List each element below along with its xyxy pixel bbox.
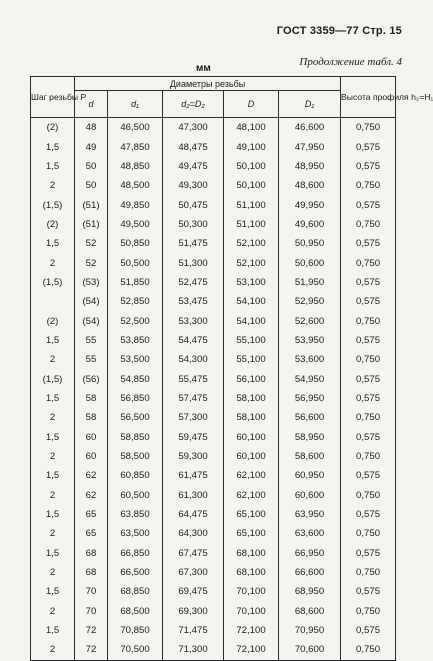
cell-pitch: (1,5) (31, 195, 75, 214)
cell-pitch: 1,5 (31, 234, 75, 253)
cell-d2: 49,300 (163, 176, 224, 195)
cell-D1: 52,600 (279, 311, 341, 330)
cell-d1: 63,850 (108, 505, 163, 524)
cell-d1: 48,850 (108, 157, 163, 176)
cell-D1: 66,950 (279, 544, 341, 563)
cell-profile-height: 0,750 (341, 253, 396, 272)
cell-pitch: (2) (31, 215, 75, 234)
cell-d1: 63,500 (108, 524, 163, 543)
cell-d2: 47,300 (163, 118, 224, 138)
column-header-d: d (75, 91, 108, 118)
table-row (31, 544, 396, 563)
cell-pitch: 2 (31, 408, 75, 427)
table-row (31, 505, 396, 524)
cell-d: 52 (75, 253, 108, 272)
cell-d: 62 (75, 486, 108, 505)
column-group-diameters: Диаметры резьбы (75, 77, 341, 91)
cell-pitch: 1,5 (31, 505, 75, 524)
cell-pitch: 1,5 (31, 544, 75, 563)
cell-D1: 50,600 (279, 253, 341, 272)
table-row (31, 350, 396, 369)
cell-D: 60,100 (224, 447, 279, 466)
cell-D: 55,100 (224, 331, 279, 350)
cell-D: 72,100 (224, 640, 279, 660)
cell-profile-height: 0,750 (341, 118, 396, 138)
column-header-d2: d₂=D₂ (163, 91, 224, 118)
cell-d2: 69,475 (163, 582, 224, 601)
cell-d2: 67,300 (163, 563, 224, 582)
table-row (31, 524, 396, 543)
cell-profile-height: 0,575 (341, 428, 396, 447)
cell-profile-height: 0,750 (341, 311, 396, 330)
cell-profile-height: 0,575 (341, 157, 396, 176)
cell-d: 70 (75, 602, 108, 621)
cell-d: 60 (75, 447, 108, 466)
cell-pitch: 1,5 (31, 466, 75, 485)
cell-D: 68,100 (224, 563, 279, 582)
cell-D: 72,100 (224, 621, 279, 640)
cell-pitch: 2 (31, 447, 75, 466)
cell-D1: 46,600 (279, 118, 341, 138)
cell-d2: 71,475 (163, 621, 224, 640)
cell-D1: 58,950 (279, 428, 341, 447)
cell-d: 72 (75, 621, 108, 640)
cell-profile-height: 0,575 (341, 544, 396, 563)
table-row (31, 602, 396, 621)
cell-d: 72 (75, 640, 108, 660)
column-header-D1: D₁ (279, 91, 341, 118)
cell-d2: 51,475 (163, 234, 224, 253)
table-row (31, 195, 396, 214)
cell-d2: 67,475 (163, 544, 224, 563)
table-row (31, 157, 396, 176)
table-row (31, 292, 396, 311)
cell-d2: 50,300 (163, 215, 224, 234)
cell-profile-height: 0,575 (341, 273, 396, 292)
cell-d: 62 (75, 466, 108, 485)
cell-profile-height: 0,750 (341, 447, 396, 466)
cell-profile-height: 0,575 (341, 137, 396, 156)
cell-d: 60 (75, 428, 108, 447)
cell-D: 56,100 (224, 369, 279, 388)
cell-D: 62,100 (224, 486, 279, 505)
cell-d: 58 (75, 408, 108, 427)
table-row (31, 331, 396, 350)
cell-D: 51,100 (224, 215, 279, 234)
cell-D1: 56,600 (279, 408, 341, 427)
cell-d: 55 (75, 331, 108, 350)
cell-pitch: (1,5) (31, 369, 75, 388)
cell-D: 48,100 (224, 118, 279, 138)
cell-pitch: 2 (31, 350, 75, 369)
cell-d1: 49,850 (108, 195, 163, 214)
page-header: ГОСТ 3359—77 Стр. 15 (276, 25, 402, 37)
table-row (31, 563, 396, 582)
cell-d2: 53,300 (163, 311, 224, 330)
cell-profile-height: 0,750 (341, 486, 396, 505)
cell-profile-height: 0,750 (341, 176, 396, 195)
cell-d2: 55,475 (163, 369, 224, 388)
cell-d2: 64,475 (163, 505, 224, 524)
table-row (31, 389, 396, 408)
cell-d: 50 (75, 176, 108, 195)
cell-d1: 66,500 (108, 563, 163, 582)
cell-pitch: 1,5 (31, 157, 75, 176)
cell-profile-height: 0,750 (341, 640, 396, 660)
cell-profile-height: 0,575 (341, 389, 396, 408)
cell-D1: 68,600 (279, 602, 341, 621)
cell-d1: 58,850 (108, 428, 163, 447)
table-row (31, 273, 396, 292)
cell-D: 60,100 (224, 428, 279, 447)
table-row (31, 137, 396, 156)
cell-D: 65,100 (224, 505, 279, 524)
cell-d: 55 (75, 350, 108, 369)
cell-pitch: 2 (31, 602, 75, 621)
cell-pitch: 2 (31, 176, 75, 195)
cell-D1: 53,950 (279, 331, 341, 350)
table-row (31, 234, 396, 253)
cell-pitch: 1,5 (31, 389, 75, 408)
cell-D1: 53,600 (279, 350, 341, 369)
cell-profile-height: 0,575 (341, 234, 396, 253)
cell-D1: 51,950 (279, 273, 341, 292)
cell-d1: 66,850 (108, 544, 163, 563)
cell-D: 62,100 (224, 466, 279, 485)
cell-D: 52,100 (224, 234, 279, 253)
cell-d2: 71,300 (163, 640, 224, 660)
cell-pitch: 2 (31, 524, 75, 543)
table-row (31, 466, 396, 485)
cell-D: 51,100 (224, 195, 279, 214)
table-continuation-note: Продолжение табл. 4 (299, 56, 402, 68)
cell-d1: 53,850 (108, 331, 163, 350)
column-header-d1: d₁ (108, 91, 163, 118)
table-row (31, 176, 396, 195)
cell-d2: 48,475 (163, 137, 224, 156)
cell-d2: 49,475 (163, 157, 224, 176)
cell-D: 49,100 (224, 137, 279, 156)
thread-dimensions-table (30, 76, 433, 661)
cell-d1: 47,850 (108, 137, 163, 156)
table-row (31, 428, 396, 447)
cell-pitch: 1,5 (31, 331, 75, 350)
cell-pitch: 1,5 (31, 621, 75, 640)
cell-D1: 48,600 (279, 176, 341, 195)
cell-D1: 63,950 (279, 505, 341, 524)
cell-pitch: 1,5 (31, 137, 75, 156)
table-row (31, 408, 396, 427)
cell-d1: 68,500 (108, 602, 163, 621)
cell-D: 53,100 (224, 273, 279, 292)
cell-D1: 50,950 (279, 234, 341, 253)
cell-d2: 57,475 (163, 389, 224, 408)
cell-d1: 53,500 (108, 350, 163, 369)
cell-D1: 70,600 (279, 640, 341, 660)
cell-d2: 64,300 (163, 524, 224, 543)
cell-profile-height: 0,750 (341, 408, 396, 427)
cell-d: 70 (75, 582, 108, 601)
table-header (31, 77, 433, 118)
cell-d2: 52,475 (163, 273, 224, 292)
cell-profile-height: 0,575 (341, 331, 396, 350)
cell-D: 50,100 (224, 157, 279, 176)
cell-profile-height: 0,575 (341, 369, 396, 388)
cell-D1: 48,950 (279, 157, 341, 176)
cell-D: 55,100 (224, 350, 279, 369)
cell-D1: 60,950 (279, 466, 341, 485)
cell-d1: 46,500 (108, 118, 163, 138)
cell-pitch: 1,5 (31, 582, 75, 601)
table-row (31, 118, 396, 138)
cell-D: 58,100 (224, 408, 279, 427)
cell-d1: 49,500 (108, 215, 163, 234)
cell-d2: 53,475 (163, 292, 224, 311)
cell-d2: 54,475 (163, 331, 224, 350)
cell-d1: 52,500 (108, 311, 163, 330)
cell-d2: 57,300 (163, 408, 224, 427)
column-header-pitch: Шаг резьбы P (31, 77, 75, 118)
cell-d2: 61,300 (163, 486, 224, 505)
cell-D: 58,100 (224, 389, 279, 408)
cell-D1: 56,950 (279, 389, 341, 408)
cell-D1: 47,950 (279, 137, 341, 156)
table-body (31, 118, 396, 661)
cell-d: 65 (75, 524, 108, 543)
cell-d2: 50,475 (163, 195, 224, 214)
cell-d: 68 (75, 544, 108, 563)
cell-D1: 58,600 (279, 447, 341, 466)
cell-D1: 63,600 (279, 524, 341, 543)
cell-profile-height: 0,575 (341, 195, 396, 214)
cell-d1: 60,500 (108, 486, 163, 505)
cell-d2: 61,475 (163, 466, 224, 485)
cell-d: (54) (75, 311, 108, 330)
cell-D1: 49,950 (279, 195, 341, 214)
cell-pitch: 2 (31, 563, 75, 582)
cell-d: 50 (75, 157, 108, 176)
cell-D: 52,100 (224, 253, 279, 272)
cell-d1: 50,500 (108, 253, 163, 272)
cell-pitch: 2 (31, 253, 75, 272)
cell-pitch (31, 292, 75, 311)
cell-d1: 70,500 (108, 640, 163, 660)
cell-d1: 52,850 (108, 292, 163, 311)
cell-pitch: (2) (31, 118, 75, 138)
cell-d1: 68,850 (108, 582, 163, 601)
cell-profile-height: 0,750 (341, 563, 396, 582)
table-row (31, 621, 396, 640)
cell-d: 48 (75, 118, 108, 138)
cell-d1: 60,850 (108, 466, 163, 485)
table-row (31, 582, 396, 601)
cell-d: (51) (75, 195, 108, 214)
cell-D1: 54,950 (279, 369, 341, 388)
cell-pitch: (1,5) (31, 273, 75, 292)
cell-d: 68 (75, 563, 108, 582)
cell-d2: 51,300 (163, 253, 224, 272)
cell-d: (51) (75, 215, 108, 234)
cell-pitch: (2) (31, 311, 75, 330)
cell-d1: 50,850 (108, 234, 163, 253)
cell-pitch: 2 (31, 640, 75, 660)
cell-D1: 68,950 (279, 582, 341, 601)
cell-D: 70,100 (224, 582, 279, 601)
cell-profile-height: 0,575 (341, 292, 396, 311)
cell-profile-height: 0,750 (341, 602, 396, 621)
cell-D: 68,100 (224, 544, 279, 563)
cell-d1: 54,850 (108, 369, 163, 388)
table-row (31, 486, 396, 505)
cell-profile-height: 0,575 (341, 582, 396, 601)
cell-profile-height: 0,750 (341, 524, 396, 543)
cell-d: (54) (75, 292, 108, 311)
cell-d: 65 (75, 505, 108, 524)
cell-d2: 59,475 (163, 428, 224, 447)
cell-d1: 56,850 (108, 389, 163, 408)
cell-pitch: 2 (31, 486, 75, 505)
cell-d: 49 (75, 137, 108, 156)
cell-D1: 60,600 (279, 486, 341, 505)
cell-d2: 54,300 (163, 350, 224, 369)
cell-D: 54,100 (224, 292, 279, 311)
table-row (31, 369, 396, 388)
cell-D: 70,100 (224, 602, 279, 621)
table-row (31, 215, 396, 234)
cell-d2: 69,300 (163, 602, 224, 621)
cell-d: 52 (75, 234, 108, 253)
cell-D1: 66,600 (279, 563, 341, 582)
cell-profile-height: 0,750 (341, 350, 396, 369)
column-header-profile-height: Высота профиля h₂=H₁ (341, 77, 396, 118)
cell-d: 58 (75, 389, 108, 408)
cell-D: 54,100 (224, 311, 279, 330)
table-row (31, 447, 396, 466)
column-header-D: D (224, 91, 279, 118)
units-label: мм (196, 63, 211, 74)
cell-d2: 59,300 (163, 447, 224, 466)
cell-d: (53) (75, 273, 108, 292)
cell-profile-height: 0,575 (341, 505, 396, 524)
cell-D: 50,100 (224, 176, 279, 195)
cell-D1: 49,600 (279, 215, 341, 234)
cell-D1: 70,950 (279, 621, 341, 640)
table-row (31, 253, 396, 272)
cell-profile-height: 0,750 (341, 215, 396, 234)
cell-D1: 52,950 (279, 292, 341, 311)
cell-d: (56) (75, 369, 108, 388)
table-row (31, 311, 396, 330)
cell-d1: 48,500 (108, 176, 163, 195)
cell-profile-height: 0,575 (341, 466, 396, 485)
cell-d1: 58,500 (108, 447, 163, 466)
cell-d1: 51,850 (108, 273, 163, 292)
cell-pitch: 1,5 (31, 428, 75, 447)
cell-d1: 56,500 (108, 408, 163, 427)
table-row (31, 640, 396, 660)
cell-D: 65,100 (224, 524, 279, 543)
cell-profile-height: 0,575 (341, 621, 396, 640)
cell-d1: 70,850 (108, 621, 163, 640)
